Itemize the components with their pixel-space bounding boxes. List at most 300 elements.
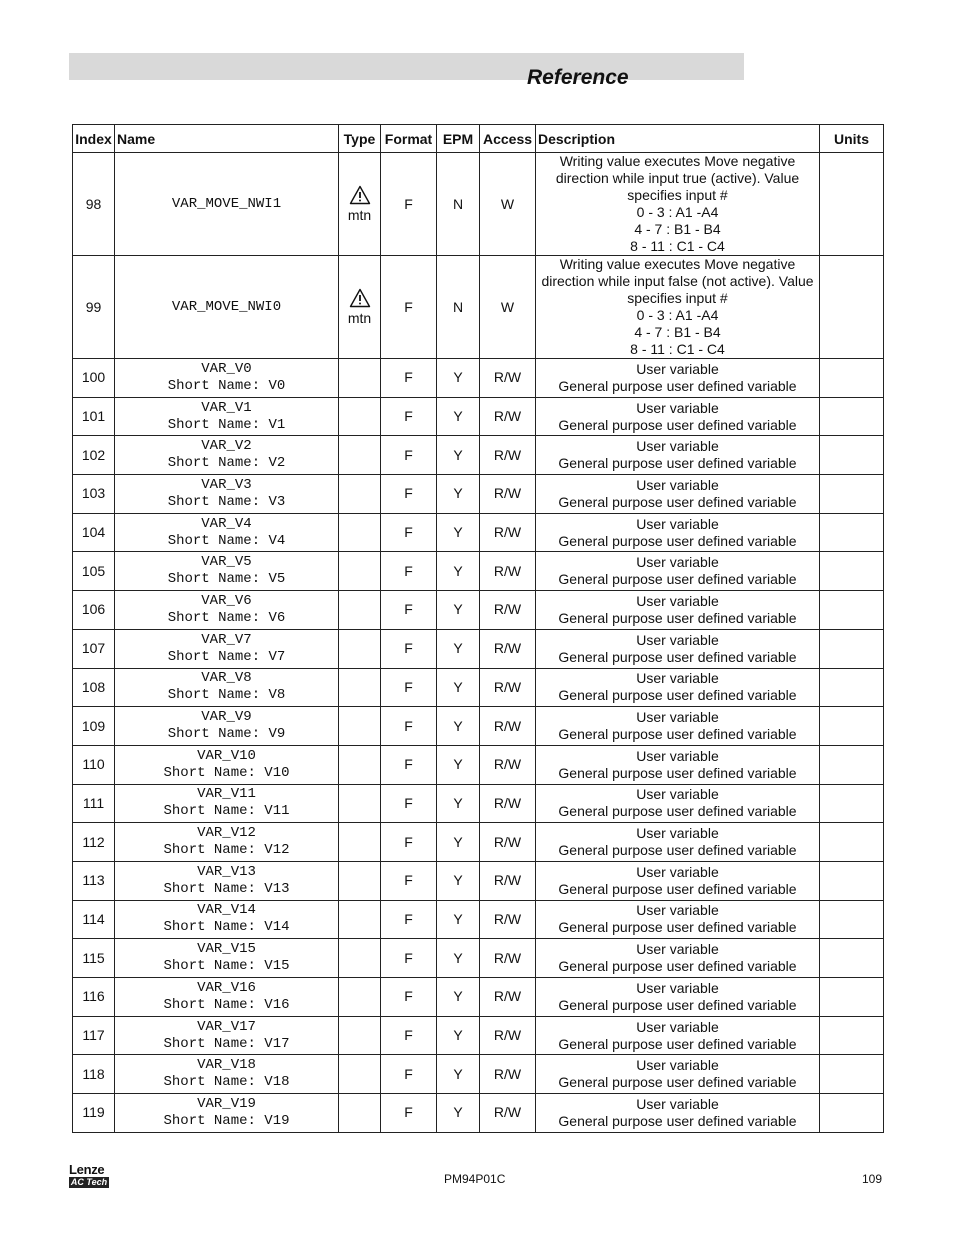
units-cell [820,1016,884,1055]
format-cell: F [381,861,437,900]
header-bar [69,53,744,80]
logo-bottom-text: AC Tech [70,1177,108,1187]
table-row [73,1055,884,1094]
variable-name: VAR_V3 [201,476,252,493]
type-cell [339,939,381,978]
variable-name: VAR_V19 [197,1095,256,1112]
access-cell: R/W [480,707,536,746]
description-line: General purpose user defined variable [558,726,797,743]
short-name: Short Name: V4 [167,532,286,549]
column-header-index: Index [73,125,115,153]
table-row [73,397,884,436]
description-line: General purpose user defined variable [558,416,797,433]
index-cell: 109 [73,707,115,746]
page-number: 109 [862,1172,883,1186]
access-cell: R/W [480,861,536,900]
description-line: General purpose user defined variable [558,532,797,549]
epm-cell: Y [437,745,480,784]
table-row [73,359,884,398]
name-cell [115,784,339,823]
epm-cell: Y [437,397,480,436]
type-cell [339,359,381,398]
column-header-access: Access [480,125,536,153]
description-line: User variable [636,1057,719,1074]
index-cell: 112 [73,823,115,862]
units-cell [820,153,884,256]
table-row [73,153,884,256]
index-cell: 107 [73,629,115,668]
description-line: Writing value executes Move negative [559,153,796,169]
format-cell: F [381,978,437,1017]
index-cell: 116 [73,978,115,1017]
table-row [73,1016,884,1055]
units-cell [820,359,884,398]
variable-name: VAR_V14 [197,902,256,919]
short-name: Short Name: V19 [163,1112,290,1129]
description-line: General purpose user defined variable [558,1035,797,1052]
column-header-units: Units [820,125,884,153]
description-cell [536,1094,820,1133]
variable-name: VAR_V16 [197,979,256,996]
description-line: General purpose user defined variable [558,1112,797,1129]
column-header-epm: EPM [437,125,480,153]
name-cell [115,823,339,862]
access-cell: R/W [480,397,536,436]
index-cell: 114 [73,900,115,939]
type-cell [339,591,381,630]
short-name: Short Name: V9 [167,726,286,743]
units-cell [820,397,884,436]
description-line: General purpose user defined variable [558,958,797,975]
type-cell [339,707,381,746]
description-line: User variable [636,399,719,416]
format-cell: F [381,436,437,475]
index-cell: 110 [73,745,115,784]
epm-cell: Y [437,784,480,823]
table-row [73,823,884,862]
format-cell: F [381,1016,437,1055]
epm-cell: Y [437,900,480,939]
variable-name: VAR_V9 [201,709,252,726]
description-line: User variable [636,786,719,803]
short-name: Short Name: V12 [163,842,290,859]
description-line: User variable [636,863,719,880]
name-cell [115,397,339,436]
access-cell: R/W [480,1094,536,1133]
type-cell [339,629,381,668]
table-header-row [73,125,884,153]
units-cell [820,629,884,668]
description-line: General purpose user defined variable [558,687,797,704]
variable-name: VAR_V13 [197,863,256,880]
description-cell [536,745,820,784]
format-cell: F [381,153,437,256]
short-name: Short Name: V11 [163,803,290,820]
index-cell: 115 [73,939,115,978]
variable-name: VAR_V12 [197,825,256,842]
table-row [73,552,884,591]
description-line: General purpose user defined variable [558,493,797,510]
index-cell: 98 [73,153,115,256]
variable-name: VAR_V7 [201,631,252,648]
description-line: General purpose user defined variable [558,377,797,394]
epm-cell: Y [437,436,480,475]
access-cell: R/W [480,745,536,784]
name-cell [115,552,339,591]
variable-name: VAR_V11 [197,786,256,803]
short-name: Short Name: V7 [167,648,286,665]
epm-cell: Y [437,823,480,862]
type-cell [339,1055,381,1094]
units-cell [820,668,884,707]
index-cell: 118 [73,1055,115,1094]
type-cell [339,978,381,1017]
name-cell [115,978,339,1017]
type-cell [339,900,381,939]
index-cell: 117 [73,1016,115,1055]
description-cell [536,668,820,707]
description-line: specifies input # [627,187,728,203]
access-cell: R/W [480,436,536,475]
table-row [73,475,884,514]
description-line: User variable [636,670,719,687]
description-cell [536,823,820,862]
table-row [73,939,884,978]
units-cell [820,707,884,746]
short-name: Short Name: V8 [167,687,286,704]
index-cell: 105 [73,552,115,591]
variable-name: VAR_V2 [201,438,252,455]
short-name: Short Name: V13 [163,880,290,897]
name-cell [115,513,339,552]
variable-name: VAR_V15 [197,941,256,958]
units-cell [820,513,884,552]
access-cell: R/W [480,784,536,823]
units-cell [820,1094,884,1133]
units-cell [820,900,884,939]
format-cell: F [381,513,437,552]
short-name: Short Name: V3 [167,493,286,510]
table-row [73,629,884,668]
epm-cell: Y [437,1094,480,1133]
access-cell: R/W [480,823,536,862]
description-cell [536,900,820,939]
short-name: Short Name: V15 [163,958,290,975]
description-line: General purpose user defined variable [558,609,797,626]
description-line: General purpose user defined variable [558,764,797,781]
description-cell [536,513,820,552]
variable-name: VAR_V8 [201,670,252,687]
name-cell [115,591,339,630]
access-cell: R/W [480,359,536,398]
format-cell: F [381,359,437,398]
description-line: 4 - 7 : B1 - B4 [634,324,721,340]
warning-triangle-icon [349,185,371,205]
reference-table [72,124,884,1133]
description-line: User variable [636,476,719,493]
format-cell: F [381,629,437,668]
access-cell: R/W [480,939,536,978]
format-cell: F [381,668,437,707]
description-line: General purpose user defined variable [558,648,797,665]
description-line: General purpose user defined variable [558,803,797,820]
index-cell: 100 [73,359,115,398]
name-cell [115,707,339,746]
index-cell: 106 [73,591,115,630]
short-name: Short Name: V5 [167,571,286,588]
column-header-format: Format [381,125,437,153]
access-cell: R/W [480,668,536,707]
table-row [73,256,884,359]
table-row [73,436,884,475]
format-cell: F [381,1094,437,1133]
index-cell: 104 [73,513,115,552]
index-cell: 108 [73,668,115,707]
index-cell: 111 [73,784,115,823]
table-row [73,513,884,552]
description-line: Writing value executes Move negative [559,256,796,272]
variable-name: VAR_V6 [201,592,252,609]
index-cell: 99 [73,256,115,359]
format-cell: F [381,784,437,823]
description-line: User variable [636,709,719,726]
units-cell [820,552,884,591]
format-cell: F [381,707,437,746]
column-header-description: Description [536,125,820,153]
document-code: PM94P01C [444,1172,506,1186]
description-cell [536,629,820,668]
description-line: General purpose user defined variable [558,880,797,897]
epm-cell: Y [437,978,480,1017]
format-cell: F [381,823,437,862]
type-cell [339,475,381,514]
format-cell: F [381,745,437,784]
access-cell: R/W [480,591,536,630]
description-line: User variable [636,1018,719,1035]
format-cell: F [381,475,437,514]
type-cell [339,745,381,784]
description-cell [536,359,820,398]
type-cell [339,256,381,359]
description-line: General purpose user defined variable [558,996,797,1013]
description-line: General purpose user defined variable [558,455,797,472]
access-cell: R/W [480,1055,536,1094]
description-cell [536,978,820,1017]
description-cell [536,784,820,823]
epm-cell: Y [437,475,480,514]
description-line: User variable [636,902,719,919]
index-cell: 101 [73,397,115,436]
index-cell: 103 [73,475,115,514]
short-name: Short Name: V1 [167,416,286,433]
type-cell [339,823,381,862]
access-cell: R/W [480,900,536,939]
epm-cell: Y [437,1016,480,1055]
units-cell [820,978,884,1017]
access-cell: R/W [480,475,536,514]
description-line: User variable [636,515,719,532]
access-cell: R/W [480,629,536,668]
description-line: General purpose user defined variable [558,842,797,859]
format-cell: F [381,256,437,359]
description-cell [536,939,820,978]
units-cell [820,256,884,359]
description-line: User variable [636,631,719,648]
name-cell [115,629,339,668]
description-cell [536,436,820,475]
description-cell [536,1055,820,1094]
format-cell: F [381,552,437,591]
epm-cell: Y [437,513,480,552]
units-cell [820,939,884,978]
short-name: Short Name: V16 [163,996,290,1013]
variable-name: VAR_V5 [201,554,252,571]
description-line: User variable [636,438,719,455]
table-row [73,1094,884,1133]
type-cell [339,397,381,436]
type-cell [339,513,381,552]
epm-cell: Y [437,939,480,978]
description-cell [536,397,820,436]
table-row [73,707,884,746]
format-cell: F [381,939,437,978]
variable-name: VAR_V4 [201,515,252,532]
access-cell: R/W [480,552,536,591]
variable-name: VAR_V0 [201,360,252,377]
format-cell: F [381,1055,437,1094]
name-cell [115,1016,339,1055]
description-cell [536,861,820,900]
description-cell [536,475,820,514]
short-name: Short Name: V10 [163,764,290,781]
type-cell [339,436,381,475]
description-line: General purpose user defined variable [558,571,797,588]
page-title: Reference [527,66,629,89]
units-cell [820,436,884,475]
units-cell [820,475,884,514]
description-line: General purpose user defined variable [558,1074,797,1091]
variable-name: VAR_V10 [197,747,256,764]
column-header-type: Type [339,125,381,153]
name-cell [115,359,339,398]
type-label: mtn [347,309,372,326]
epm-cell: Y [437,1055,480,1094]
epm-cell: Y [437,668,480,707]
description-line: 0 - 3 : A1 -A4 [636,307,719,323]
name-cell [115,475,339,514]
units-cell [820,823,884,862]
description-line: User variable [636,592,719,609]
table-row [73,668,884,707]
units-cell [820,784,884,823]
variable-name: VAR_V1 [201,399,252,416]
description-cell [536,256,820,359]
description-cell [536,591,820,630]
format-cell: F [381,591,437,630]
epm-cell: Y [437,861,480,900]
table-row [73,978,884,1017]
format-cell: F [381,397,437,436]
type-cell [339,1094,381,1133]
type-cell [339,861,381,900]
epm-cell: N [437,153,480,256]
index-cell: 102 [73,436,115,475]
units-cell [820,591,884,630]
description-line: User variable [636,554,719,571]
short-name: Short Name: V0 [167,377,286,394]
table-row [73,900,884,939]
type-cell [339,668,381,707]
short-name: Short Name: V14 [163,919,290,936]
lenze-actech-logo [69,1163,111,1188]
logo-top-text: Lenze [69,1162,105,1177]
short-name: Short Name: V17 [163,1035,290,1052]
description-line: User variable [636,825,719,842]
description-line: direction while input true (active). Value [555,170,800,186]
type-label: mtn [347,206,372,223]
epm-cell: N [437,256,480,359]
table-row [73,745,884,784]
description-line: 8 - 11 : C1 - C4 [630,341,725,357]
name-cell [115,939,339,978]
column-header-name: Name [115,125,339,153]
short-name: Short Name: V18 [163,1074,290,1091]
name-cell [115,1055,339,1094]
description-line: User variable [636,360,719,377]
type-cell [339,153,381,256]
name-cell: VAR_MOVE_NWI0 [115,256,339,359]
name-cell [115,900,339,939]
epm-cell: Y [437,552,480,591]
description-line: User variable [636,747,719,764]
name-cell [115,1094,339,1133]
short-name: Short Name: V2 [167,455,286,472]
description-line: 0 - 3 : A1 -A4 [636,204,719,220]
type-cell [339,1016,381,1055]
description-line: direction while input false (not active). Value [541,273,814,289]
format-cell: F [381,900,437,939]
variable-name: VAR_V17 [197,1018,256,1035]
units-cell [820,745,884,784]
table-row [73,591,884,630]
access-cell: W [480,256,536,359]
table-row [73,861,884,900]
epm-cell: Y [437,629,480,668]
table-row [73,784,884,823]
epm-cell: Y [437,591,480,630]
description-line: General purpose user defined variable [558,919,797,936]
name-cell [115,436,339,475]
index-cell: 113 [73,861,115,900]
name-cell [115,745,339,784]
type-cell [339,552,381,591]
epm-cell: Y [437,359,480,398]
epm-cell: Y [437,707,480,746]
description-line: 4 - 7 : B1 - B4 [634,221,721,237]
access-cell: R/W [480,978,536,1017]
access-cell: R/W [480,513,536,552]
name-cell [115,861,339,900]
short-name: Short Name: V6 [167,609,286,626]
name-cell [115,668,339,707]
units-cell [820,1055,884,1094]
description-line: 8 - 11 : C1 - C4 [630,238,725,254]
description-cell [536,707,820,746]
index-cell: 119 [73,1094,115,1133]
variable-name: VAR_V18 [197,1057,256,1074]
description-cell [536,153,820,256]
description-cell [536,1016,820,1055]
